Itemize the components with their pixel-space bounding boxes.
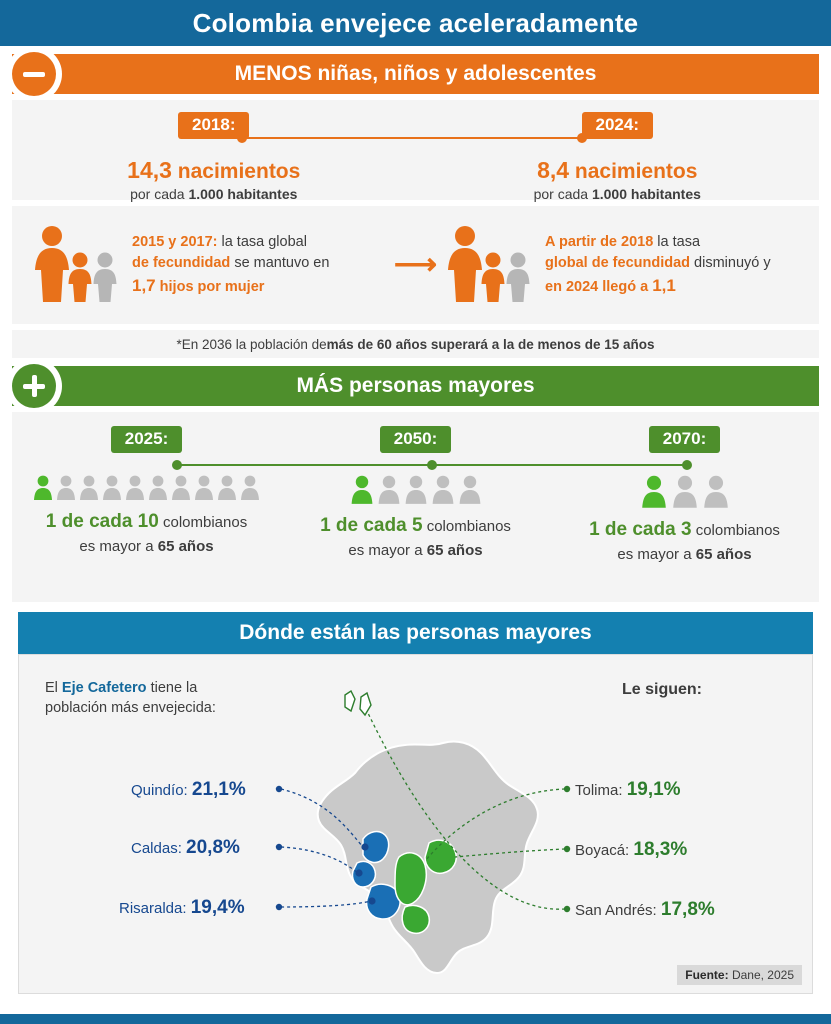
person-icon — [148, 475, 168, 501]
map-label-san-andres: San Andrés: 17,8% — [575, 899, 715, 920]
person-icon — [194, 475, 214, 501]
person-icon — [217, 475, 237, 501]
year-pill-2070: 2070: — [649, 426, 720, 453]
badge-minus — [6, 46, 62, 102]
footer-bar — [0, 1014, 831, 1024]
births-value-2024: 8,4 nacimientos — [537, 157, 698, 183]
elders-ratio-2070: 1 de cada 3 colombianos es mayor a 65 años — [589, 519, 780, 563]
year-pill-2025: 2025: — [111, 426, 182, 453]
births-card — [12, 100, 819, 200]
minus-icon — [12, 52, 56, 96]
person-icon — [458, 475, 482, 505]
family-icon-orange — [30, 224, 122, 306]
map-label-risaralda: Risaralda: 19,4% — [119, 897, 245, 918]
elders-col-2025 — [12, 426, 281, 565]
person-icon-highlighted — [33, 475, 53, 501]
births-sub-2018: por cada 1.000 habitantes — [130, 186, 298, 202]
person-icon-highlighted — [350, 475, 374, 505]
arrow-right-icon: ⟶ — [394, 248, 438, 281]
births-value-2018: 14,3 nacimientos — [127, 157, 301, 183]
map-label-caldas: Caldas: 20,8% — [131, 837, 240, 858]
person-icon — [125, 475, 145, 501]
elders-columns — [12, 426, 819, 565]
band-mas-mayores — [12, 366, 819, 406]
person-icon — [102, 475, 122, 501]
fertility-left-text: 2015 y 2017: la tasa global de fecundidad se mantuvo en 1,7 hijos por mujer — [132, 234, 330, 295]
band-menos-ninos-label: MENOS niñas, niños y adolescentes — [234, 62, 597, 85]
people-row-2050 — [350, 475, 482, 505]
year-pill-2050: 2050: — [380, 426, 451, 453]
note-2036 — [12, 330, 819, 358]
person-icon — [171, 475, 191, 501]
badge-plus — [6, 358, 62, 414]
people-row-2070 — [640, 475, 730, 509]
person-icon — [431, 475, 455, 505]
colombia-map — [259, 681, 589, 981]
band-mas-mayores-label: MÁS personas mayores — [296, 374, 535, 397]
elders-col-2050 — [281, 426, 550, 565]
elders-ratio-2050: 1 de cada 5 colombianos es mayor a 65 años — [320, 515, 511, 559]
map-intro: El Eje Cafetero tiene la población más envejecida: — [45, 680, 216, 716]
map-label-boyaca: Boyacá: 18,3% — [575, 839, 688, 860]
person-icon — [56, 475, 76, 501]
map-label-quindio: Quindío: 21,1% — [131, 779, 246, 800]
note-strong: más de 60 años superará a la de menos de 15 años — [326, 336, 655, 352]
note-prefix: *En 2036 la población de — [176, 336, 327, 352]
people-row-2025 — [33, 475, 260, 501]
person-icon — [671, 475, 699, 509]
fertility-right — [443, 224, 801, 306]
page-title-bar — [0, 0, 831, 46]
person-icon — [702, 475, 730, 509]
person-icon — [79, 475, 99, 501]
person-icon — [240, 475, 260, 501]
family-icon-orange-grey — [443, 224, 535, 306]
fertility-right-text: A partir de 2018 la tasa global de fecundidad disminuyó y en 2024 llegó a 1,1 — [545, 234, 771, 295]
band-donde-estan-label: Dónde están las personas mayores — [239, 621, 592, 644]
page-title: Colombia envejece aceleradamente — [192, 7, 639, 38]
band-donde-estan — [18, 612, 813, 654]
person-icon — [377, 475, 401, 505]
births-col-2024 — [416, 112, 820, 200]
source-note: Fuente: Dane, 2025 — [677, 965, 802, 985]
year-pill-2018: 2018: — [178, 112, 249, 139]
map-card — [18, 654, 813, 994]
elders-col-2070 — [550, 426, 819, 565]
map-label-tolima: Tolima: 19,1% — [575, 779, 681, 800]
year-pill-2024: 2024: — [582, 112, 653, 139]
person-icon — [404, 475, 428, 505]
plus-icon — [12, 364, 56, 408]
births-sub-2024: por cada 1.000 habitantes — [533, 186, 701, 202]
map-right-title: Le siguen: — [621, 681, 702, 698]
fertility-card — [12, 206, 819, 324]
fertility-left — [30, 224, 388, 306]
births-col-2018 — [12, 112, 416, 200]
person-icon-highlighted — [640, 475, 668, 509]
elders-card — [12, 412, 819, 602]
band-menos-ninos — [12, 54, 819, 94]
elders-ratio-2025: 1 de cada 10 colombianos es mayor a 65 años — [45, 511, 248, 555]
